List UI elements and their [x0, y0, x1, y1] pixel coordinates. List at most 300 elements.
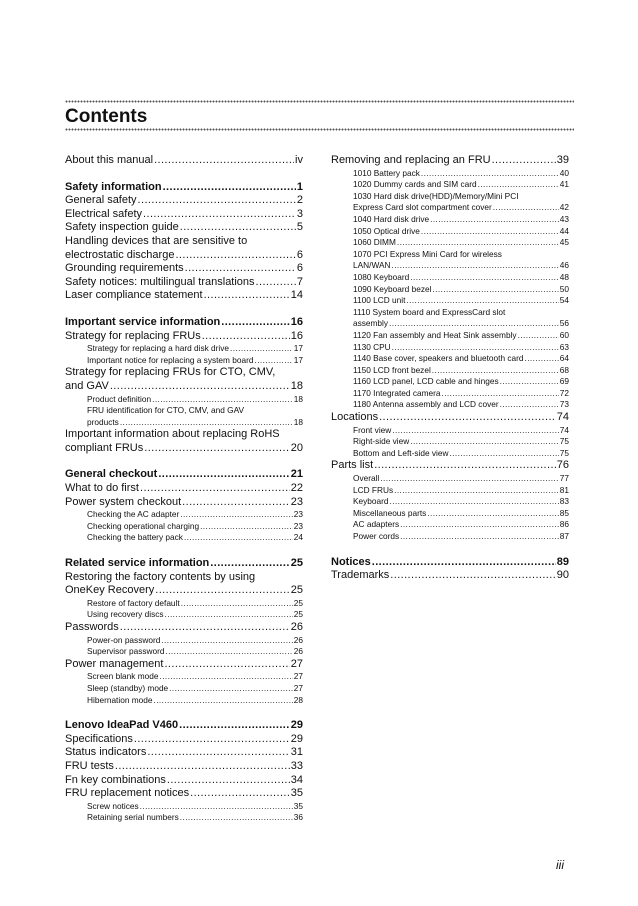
toc-entry-title: 1140 Base cover, speakers and bluetooth card	[353, 353, 524, 364]
dot-leader	[493, 202, 559, 214]
toc-entry-title: Lenovo IdeaPad V460	[65, 719, 179, 732]
dot-leader	[390, 569, 555, 583]
toc-entry-1180-antenna-assembly-and-lcd-cover[interactable]	[331, 399, 569, 411]
toc-entry-ac-adapters[interactable]	[331, 519, 569, 531]
toc-entry-page: 50	[559, 283, 569, 294]
toc-entry-page: 75	[559, 447, 569, 458]
toc-entry-title: Power system checkout	[65, 495, 182, 508]
dot-leader	[421, 168, 559, 180]
dot-leader	[158, 468, 289, 482]
toc-entry-specifications[interactable]	[65, 733, 303, 747]
toc-entry-strategy-for-replacing-a-hard-disk-drive[interactable]	[65, 343, 303, 355]
toc-entry-general-checkout[interactable]	[65, 468, 303, 482]
toc-entry-title: Checking the AC adapter	[87, 509, 180, 520]
toc-entry-locations[interactable]	[331, 411, 569, 425]
dot-leader	[179, 719, 290, 733]
toc-entry-title: Right-side view	[353, 436, 410, 447]
toc-entry-lead: 1110 System board and ExpressCard slot	[353, 306, 506, 317]
dot-leader	[441, 388, 558, 400]
toc-entry-title: 1160 LCD panel, LCD cable and hinges	[353, 376, 499, 387]
toc-entry-checking-the-ac-adapter[interactable]	[65, 509, 303, 521]
toc-entry-page: 29	[290, 732, 303, 745]
dot-leader	[154, 154, 294, 168]
dot-leader	[380, 473, 558, 485]
dot-leader	[169, 683, 293, 695]
toc-entry-page: 23	[293, 509, 303, 520]
toc-entry-title: 1010 Battery pack	[353, 167, 420, 178]
toc-entry-power-on-password[interactable]	[65, 635, 303, 647]
toc-entry-page: 45	[559, 237, 569, 248]
toc-entry-using-recovery-discs[interactable]	[65, 609, 303, 621]
dot-leader	[410, 436, 559, 448]
toc-entry-title: Checking operational charging	[87, 520, 200, 531]
toc-entry-lead: Important information about replacing RoHS	[65, 428, 280, 441]
dot-leader	[492, 154, 556, 168]
toc-entry-title: OneKey Recovery	[65, 584, 155, 597]
toc-entry-power-management[interactable]	[65, 658, 303, 672]
toc-entry-page: 6	[296, 248, 303, 261]
toc-entry-1160-lcd-panel-lcd-cable-and-hinges[interactable]	[331, 376, 569, 388]
dot-leader	[392, 425, 558, 437]
toc-entry-1050-optical-drive[interactable]	[331, 226, 569, 238]
dot-leader	[175, 249, 295, 263]
dot-leader	[181, 598, 293, 610]
dot-leader	[180, 509, 293, 521]
dot-leader	[200, 521, 293, 533]
toc-entry-electrical-safety[interactable]	[65, 208, 303, 222]
toc-entry-page: 41	[559, 179, 569, 190]
toc-entry-title: 1170 Integrated camera	[353, 387, 441, 398]
toc-entry-title: Screen blank mode	[87, 671, 159, 682]
toc-entry-title: What to do first	[65, 482, 139, 495]
toc-entry-page: 27	[293, 682, 303, 693]
toc-entry-bottom-and-left-side-view[interactable]	[331, 448, 569, 460]
dot-leader	[185, 262, 296, 276]
toc-entry-page: 69	[559, 376, 569, 387]
toc-entry-title: Sleep (standby) mode	[87, 682, 169, 693]
toc-entry-page: 89	[556, 555, 569, 568]
dot-leader	[190, 787, 290, 801]
toc-entry-title: Notices	[331, 555, 371, 568]
toc-entry-title: FRU replacement notices	[65, 787, 190, 800]
toc-entry-page: 72	[559, 387, 569, 398]
toc-entry-lcd-frus[interactable]	[331, 485, 569, 497]
toc-entry-1100-lcd-unit[interactable]	[331, 295, 569, 307]
dot-leader	[202, 330, 290, 344]
toc-entry-title: Power cords	[353, 531, 400, 541]
dot-leader	[518, 330, 559, 342]
toc-entry-page: 20	[290, 441, 303, 454]
toc-entry-page: 6	[296, 262, 303, 275]
dot-leader	[397, 237, 559, 249]
toc-entry-assembly[interactable]	[331, 318, 569, 330]
toc-entry-page: 74	[556, 411, 569, 424]
toc-entry-page: 76	[556, 459, 569, 472]
toc-entry-page: 17	[293, 354, 303, 365]
toc-entry-title: Fn key combinations	[65, 773, 166, 786]
toc-entry-and-gav[interactable]	[65, 380, 303, 394]
toc-entry-passwords[interactable]	[65, 621, 303, 635]
toc-entry-page: 25	[293, 609, 303, 620]
dot-leader	[152, 394, 293, 406]
dot-leader	[138, 194, 296, 208]
toc-entry-page: 29	[290, 719, 303, 732]
toc-entry-page: 77	[559, 473, 569, 484]
toc-entry-important-notice-for-replacing-a-system-board[interactable]	[65, 355, 303, 367]
toc-entry-title: Restore of factory default	[87, 597, 180, 608]
toc-entry-supervisor-password[interactable]	[65, 646, 303, 658]
dot-leader	[400, 531, 559, 543]
toc-entry-lead: Restoring the factory contents by using	[65, 570, 256, 583]
dot-leader	[427, 508, 558, 520]
toc-entry-page: 33	[290, 759, 303, 772]
toc-entry-page: 18	[293, 393, 303, 404]
toc-entry-lead: 1030 Hard disk drive(HDD)/Memory/Mini PCI	[353, 190, 519, 201]
dot-leader	[204, 289, 290, 303]
toc-entry-page: 24	[293, 532, 303, 543]
toc-entry-title: Parts list	[331, 459, 374, 472]
toc-entry-page: 86	[559, 519, 569, 530]
toc-entry-front-view[interactable]	[331, 425, 569, 437]
toc-entry-page: 22	[290, 482, 303, 495]
toc-entry-title: Safety inspection guide	[65, 221, 179, 234]
toc-entry-power-cords[interactable]	[331, 531, 569, 543]
toc-entry-1090-keyboard-bezel[interactable]	[331, 284, 569, 296]
toc-entry-page: 60	[559, 329, 569, 340]
toc-entry-page: 36	[293, 812, 303, 823]
toc-entry-parts-list[interactable]	[331, 459, 569, 473]
dot-leader	[143, 208, 296, 222]
toc-entry-title: Trademarks	[331, 569, 390, 582]
toc-entry-title: Laser compliance statement	[65, 289, 203, 302]
toc-entry-1120-fan-assembly-and-heat-sink-assembly[interactable]	[331, 330, 569, 342]
toc-entry-page: 40	[559, 167, 569, 178]
dot-leader	[161, 635, 292, 647]
toc-entry-page: 64	[559, 353, 569, 364]
toc-entry-lead: Handling devices that are sensitive to	[65, 234, 248, 247]
toc-entry-page: 90	[556, 569, 569, 582]
toc-entry-lead: FRU identification for CTO, CMV, and GAV	[87, 405, 245, 416]
dot-leader	[184, 532, 293, 544]
dot-leader	[390, 496, 559, 508]
toc-entry-page: 39	[556, 154, 569, 166]
toc-entry-express-card-slot-compartment-cover[interactable]	[331, 202, 569, 214]
dot-leader	[210, 557, 289, 571]
toc-entry-removing-and-replacing-an-fru[interactable]	[331, 154, 569, 168]
toc-entry-page: 85	[559, 507, 569, 518]
toc-entry-title: AC adapters	[353, 519, 400, 530]
toc-entry-page: 16	[290, 329, 303, 342]
toc-entry-page: 75	[559, 436, 569, 447]
toc-entry-title: 1130 CPU	[353, 341, 391, 352]
dot-leader	[392, 342, 559, 354]
dot-leader	[389, 318, 559, 330]
toc-entry-title: Power-on password	[87, 634, 161, 645]
toc-entry-page: 35	[290, 787, 303, 800]
dot-leader	[432, 365, 559, 377]
toc-entry-title: Power management	[65, 657, 164, 670]
toc-entry-page: 14	[290, 289, 303, 302]
toc-entry-title: 1100 LCD unit	[353, 295, 406, 306]
toc-entry-page: 23	[290, 495, 303, 508]
toc-entry-general-safety[interactable]	[65, 194, 303, 208]
dot-leader	[406, 295, 558, 307]
page-number: iii	[556, 858, 564, 872]
dot-leader	[410, 272, 558, 284]
dot-leader	[392, 260, 559, 272]
toc-entry-title: Retaining serial numbers	[87, 812, 179, 823]
toc-entry-title: Specifications	[65, 732, 133, 745]
toc-entry-title: 1080 Keyboard	[353, 271, 410, 282]
dot-leader	[394, 485, 559, 497]
toc-entry-page: 81	[559, 484, 569, 495]
dot-leader	[140, 482, 290, 496]
dot-leader	[432, 284, 558, 296]
toc-left-column	[65, 154, 303, 824]
dot-leader	[430, 214, 559, 226]
dot-leader	[167, 774, 290, 788]
toc-entry-page: 2	[296, 194, 303, 207]
toc-entry-about-this-manual[interactable]	[65, 154, 303, 168]
toc-entry-1080-keyboard[interactable]	[331, 272, 569, 284]
toc-entry-title: About this manual	[65, 154, 154, 166]
toc-entry-page: 63	[559, 341, 569, 352]
toc-entry-page: 25	[290, 584, 303, 597]
dot-leader	[525, 353, 559, 365]
toc-entry-lead: 1070 PCI Express Mini Card for wireless	[353, 248, 502, 259]
dot-leader	[110, 380, 290, 394]
toc-entry-screen-blank-mode[interactable]	[65, 671, 303, 683]
toc-entry-important-service-information[interactable]	[65, 316, 303, 330]
dot-leader	[374, 459, 556, 473]
toc-entry-retaining-serial-numbers[interactable]	[65, 812, 303, 824]
toc-entry-title: FRU tests	[65, 759, 114, 772]
toc-entry-page: 35	[293, 800, 303, 811]
toc-entry-title: General checkout	[65, 468, 158, 481]
toc-entry-related-service-information[interactable]	[65, 557, 303, 571]
toc-entry-page: 16	[290, 315, 303, 328]
toc-entry-keyboard[interactable]	[331, 496, 569, 508]
toc-entry-overall[interactable]	[331, 473, 569, 485]
toc-entry-safety-notices-multilingual-translations[interactable]	[65, 276, 303, 290]
toc-entry-page: 18	[290, 379, 303, 392]
dot-leader	[115, 760, 290, 774]
toc-entry-page: 3	[296, 207, 303, 220]
toc-entry-page: 73	[559, 399, 569, 410]
toc-entry-electrostatic-discharge[interactable]	[65, 249, 303, 263]
toc-entry-notices[interactable]	[331, 556, 569, 570]
toc-entry-title: Screw notices	[87, 800, 139, 811]
toc-entry-title: Safety information	[65, 180, 162, 193]
dot-leader	[120, 621, 290, 635]
toc-entry-products[interactable]	[65, 417, 303, 429]
dot-leader	[144, 442, 290, 456]
toc-entry-title: 1060 DIMM	[353, 237, 396, 248]
dot-leader	[163, 181, 296, 195]
header-rule-bottom	[65, 128, 574, 131]
dot-leader	[165, 646, 292, 658]
toc-entry-title: assembly	[353, 318, 389, 329]
toc-entry-title: Express Card slot compartment cover	[353, 202, 492, 213]
toc-entry-title: 1050 Optical drive	[353, 225, 420, 236]
toc-entry-laser-compliance-statement[interactable]	[65, 289, 303, 303]
toc-entry-page: 27	[293, 671, 303, 682]
toc-entry-title: Passwords	[65, 621, 119, 633]
toc-entry-page: 18	[293, 416, 303, 427]
toc-entry-page: 87	[559, 531, 569, 541]
toc-entry-title: 1090 Keyboard bezel	[353, 283, 432, 294]
toc-entry-page: 44	[559, 225, 569, 236]
dot-leader	[400, 519, 559, 531]
dot-leader	[500, 376, 559, 388]
toc-entry-right-side-view[interactable]	[331, 436, 569, 448]
dot-leader	[230, 343, 293, 355]
toc-entry-title: Strategy for replacing a hard disk drive	[87, 343, 230, 354]
toc-entry-title: Related service information	[65, 557, 210, 570]
toc-entry-title: Overall	[353, 473, 380, 484]
toc-entry-checking-operational-charging[interactable]	[65, 521, 303, 533]
toc-entry-page: 68	[559, 364, 569, 375]
toc-entry-1040-hard-disk-drive[interactable]	[331, 214, 569, 226]
toc-entry-page: iv	[295, 154, 303, 166]
dot-leader	[500, 399, 559, 411]
toc-entry-sleep-standby-mode[interactable]	[65, 683, 303, 695]
toc-entry-title: and GAV	[65, 379, 109, 392]
toc-entry-page: 54	[559, 295, 569, 306]
toc-entry-1060-dimm[interactable]	[331, 237, 569, 249]
dot-leader	[379, 411, 556, 425]
toc-entry-title: 1120 Fan assembly and Heat Sink assembly	[353, 329, 517, 340]
toc-entry-checking-the-battery-pack[interactable]	[65, 532, 303, 544]
toc-entry-title: Important service information	[65, 315, 221, 328]
toc-entry-title: LAN/WAN	[353, 260, 391, 271]
toc-entry-page: 1	[296, 180, 303, 193]
toc-entry-page: 34	[290, 773, 303, 786]
toc-entry-miscellaneous-parts[interactable]	[331, 508, 569, 520]
dot-leader	[180, 812, 293, 824]
toc-entry-title: 1150 LCD front bezel	[353, 364, 431, 375]
toc-entry-title: Locations	[331, 411, 379, 424]
toc-entry-title: products	[87, 416, 119, 427]
toc-entry-title: Electrical safety	[65, 207, 143, 220]
toc-entry-page: 21	[290, 468, 303, 481]
toc-entry-title: Hibernation mode	[87, 694, 153, 705]
toc-entry-strategy-for-replacing-frus[interactable]	[65, 330, 303, 344]
toc-entry-1010-battery-pack[interactable]	[331, 168, 569, 180]
toc-entry-page: 23	[293, 520, 303, 531]
dot-leader	[140, 801, 293, 813]
dot-leader	[421, 226, 559, 238]
toc-entry-title: Grounding requirements	[65, 262, 184, 275]
toc-entry-fru-replacement-notices[interactable]	[65, 787, 303, 801]
dot-leader	[478, 179, 559, 191]
toc-entry-title: Checking the battery pack	[87, 532, 183, 543]
dot-leader	[120, 417, 293, 429]
dot-leader	[182, 496, 290, 510]
toc-entry-lenovo-ideapad-v460[interactable]	[65, 719, 303, 733]
toc-entry-page: 28	[293, 694, 303, 705]
toc-entry-title: Keyboard	[353, 496, 389, 507]
toc-entry-page: 42	[559, 202, 569, 213]
toc-entry-page: 27	[290, 657, 303, 670]
toc-entry-hibernation-mode[interactable]	[65, 695, 303, 707]
toc-entry-title: 1020 Dummy cards and SIM card	[353, 179, 477, 190]
toc-entry-title: 1040 Hard disk drive	[353, 213, 430, 224]
toc-entry-page: 7	[296, 275, 303, 288]
toc-entry-title: Miscellaneous parts	[353, 507, 427, 518]
toc-entry-page: 31	[290, 746, 303, 759]
toc-entry-title: Removing and replacing an FRU	[331, 154, 491, 166]
toc-entry-1020-dummy-cards-and-sim-card[interactable]	[331, 179, 569, 191]
dot-leader	[147, 746, 289, 760]
toc-entry-fn-key-combinations[interactable]	[65, 774, 303, 788]
toc-entry-title: Status indicators	[65, 746, 147, 759]
toc-entry-title: Important notice for replacing a system board	[87, 354, 254, 365]
toc-entry-title: Product definition	[87, 393, 152, 404]
toc-entry-page: 26	[290, 621, 303, 633]
toc-entry-screw-notices[interactable]	[65, 801, 303, 813]
toc-entry-page: 74	[559, 424, 569, 435]
toc-entry-page: 26	[293, 634, 303, 645]
dot-leader	[449, 448, 558, 460]
toc-entry-title: Front view	[353, 424, 392, 435]
toc-entry-page: 25	[293, 597, 303, 608]
dot-leader	[164, 658, 289, 672]
toc-entry-lead: Strategy for replacing FRUs for CTO, CMV,	[65, 366, 276, 379]
toc-entry-title: 1180 Antenna assembly and LCD cover	[353, 399, 499, 410]
toc-entry-1150-lcd-front-bezel[interactable]	[331, 365, 569, 377]
toc-entry-lan-wan[interactable]	[331, 260, 569, 272]
toc-entry-title: LCD FRUs	[353, 484, 394, 495]
toc-entry-safety-information[interactable]	[65, 181, 303, 195]
toc-entry-status-indicators[interactable]	[65, 746, 303, 760]
toc-entry-product-definition[interactable]	[65, 394, 303, 406]
toc-entry-1130-cpu[interactable]	[331, 342, 569, 354]
dot-leader	[165, 609, 293, 621]
toc-entry-onekey-recovery[interactable]	[65, 584, 303, 598]
dot-leader	[372, 556, 556, 570]
toc-entry-title: compliant FRUs	[65, 441, 144, 454]
toc-entry-safety-inspection-guide[interactable]	[65, 221, 303, 235]
dot-leader	[221, 316, 289, 330]
dot-leader	[154, 695, 293, 707]
dot-leader	[256, 276, 296, 290]
toc-entry-power-system-checkout[interactable]	[65, 496, 303, 510]
toc-entry-page: 46	[559, 260, 569, 271]
dot-leader	[180, 221, 296, 235]
toc-entry-page: 26	[293, 646, 303, 657]
toc-entry-page: 56	[559, 318, 569, 329]
toc-entry-restore-of-factory-default[interactable]	[65, 598, 303, 610]
toc-entry-page: 17	[293, 343, 303, 354]
toc-entry-grounding-requirements[interactable]	[65, 262, 303, 276]
toc-entry-fru-tests[interactable]	[65, 760, 303, 774]
toc-entry-1140-base-cover-speakers-and-bluetooth-card[interactable]	[331, 353, 569, 365]
toc-entry-title: General safety	[65, 194, 137, 207]
dot-leader	[155, 584, 289, 598]
toc-entry-trademarks[interactable]	[331, 569, 569, 583]
toc-entry-page: 83	[559, 496, 569, 507]
toc-entry-title: electrostatic discharge	[65, 248, 175, 261]
toc-entry-compliant-frus[interactable]	[65, 442, 303, 456]
dot-leader	[254, 355, 292, 367]
toc-entry-what-to-do-first[interactable]	[65, 482, 303, 496]
toc-entry-1170-integrated-camera[interactable]	[331, 388, 569, 400]
toc-entry-title: Supervisor password	[87, 646, 165, 657]
toc-right-column	[331, 154, 569, 583]
toc-entry-page: 25	[290, 557, 303, 570]
toc-entry-title: Using recovery discs	[87, 609, 164, 620]
